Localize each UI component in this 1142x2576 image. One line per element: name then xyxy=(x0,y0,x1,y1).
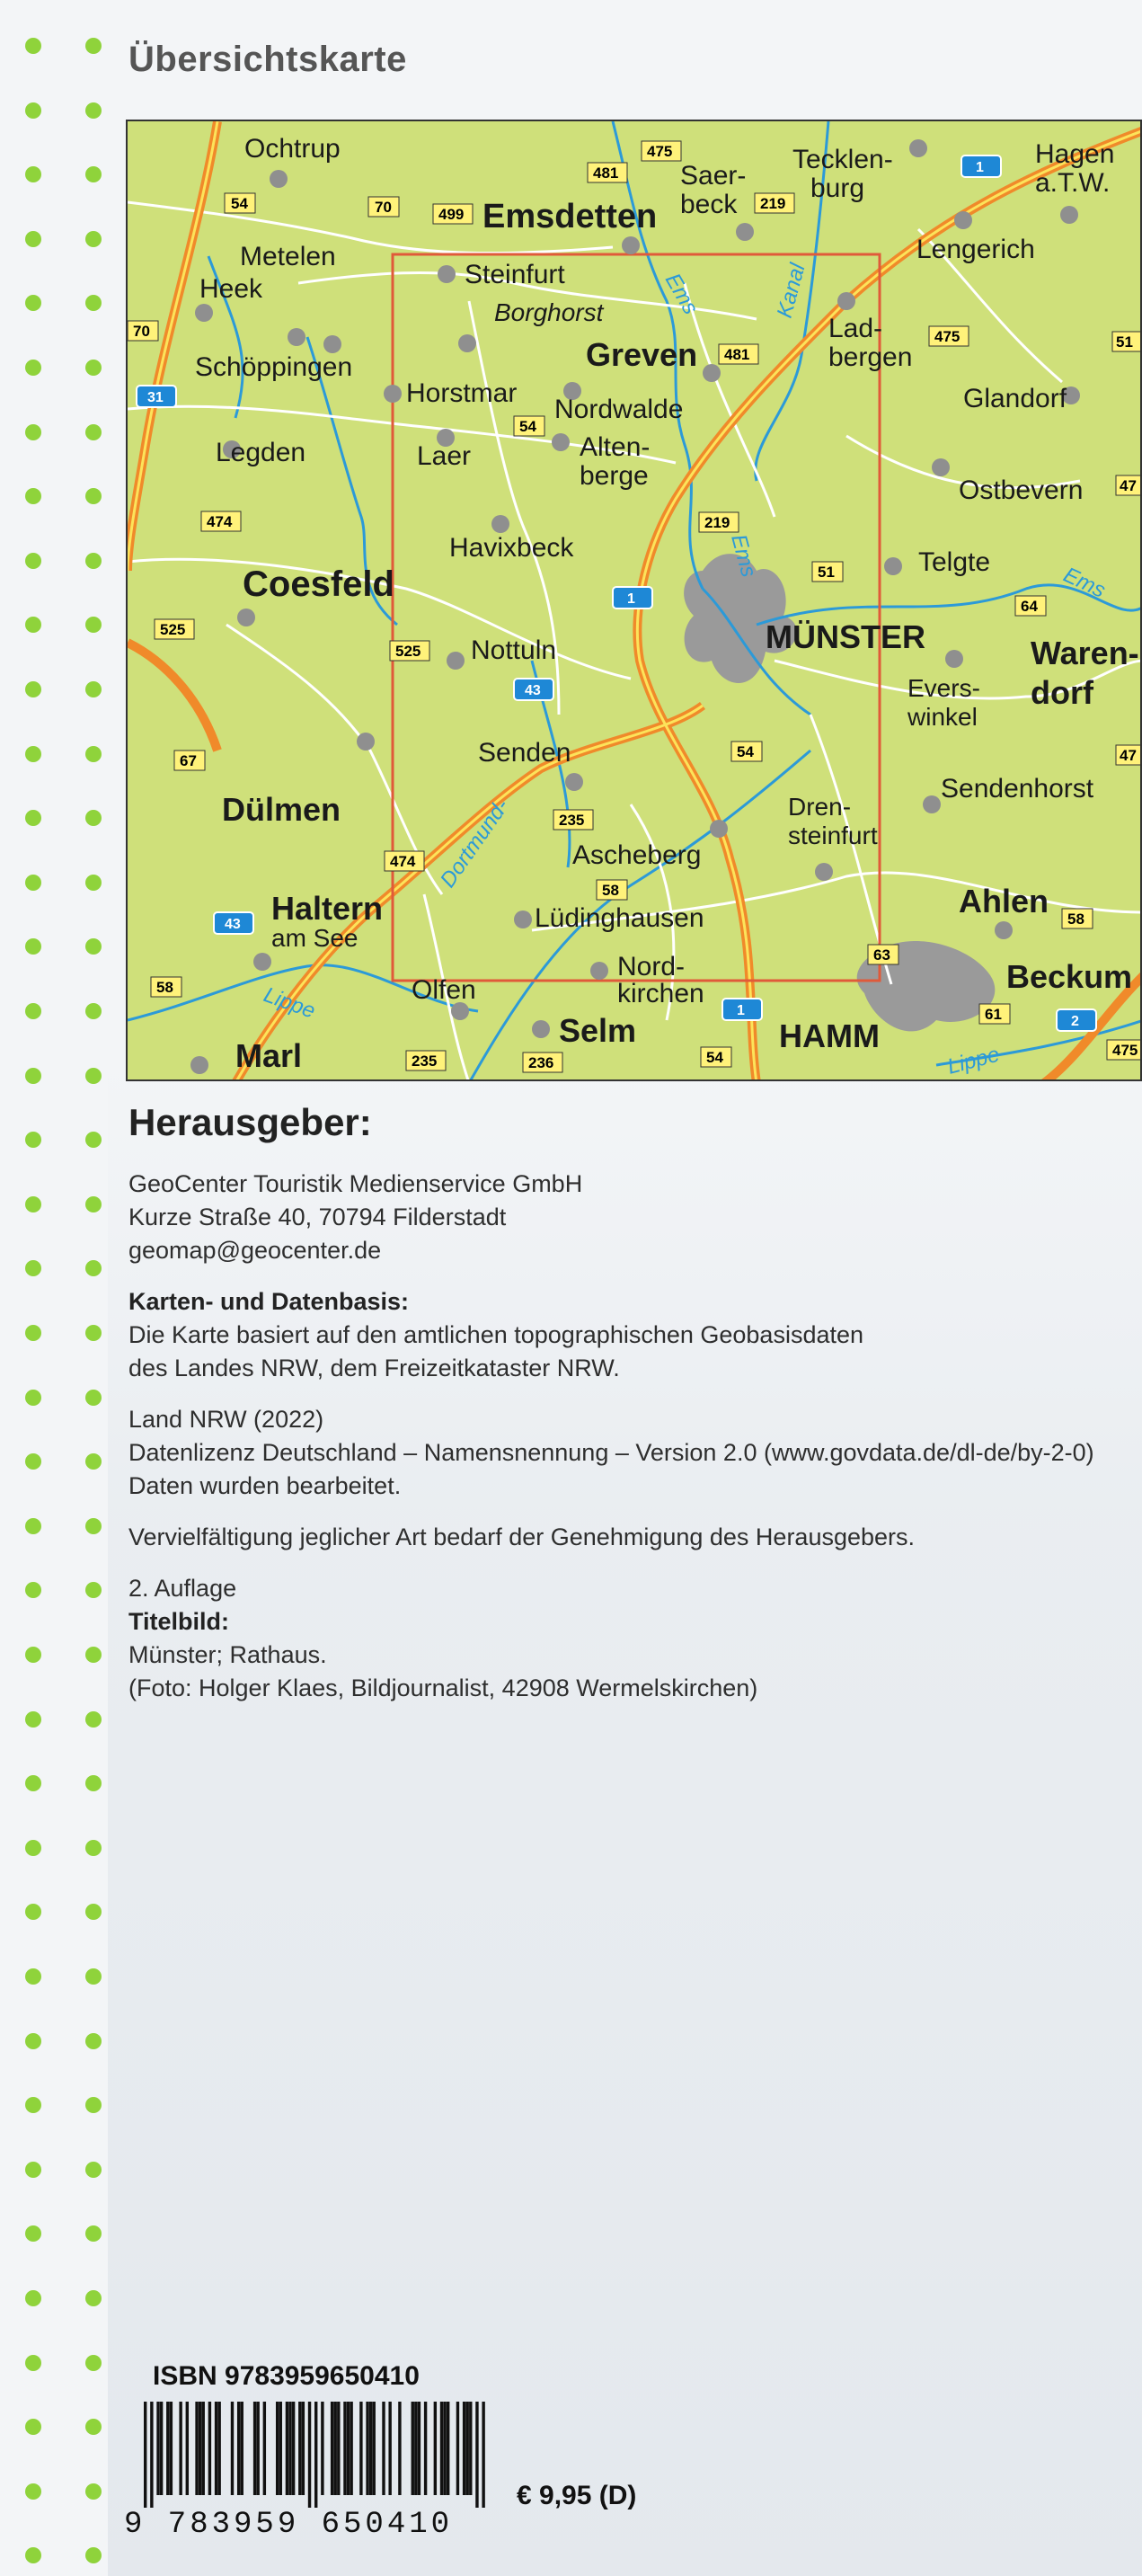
label-lengerich: Lengerich xyxy=(916,235,1035,264)
label-luedinghausen: Lüdinghausen xyxy=(535,903,704,933)
barcode-bar xyxy=(241,2402,243,2495)
perforation-dot xyxy=(85,2547,102,2563)
barcode-bar xyxy=(263,2402,266,2495)
barcode-bar xyxy=(150,2402,153,2508)
label-ems-3: Ems xyxy=(1059,562,1110,603)
barcode-bar xyxy=(347,2402,350,2495)
perforation-dot xyxy=(25,488,41,504)
license-line-2: Datenlizenz Deutschland – Namensnennung – Version 2.0 (www.govdata.de/dl-de/by-2-0) xyxy=(128,1439,1094,1466)
perforation-dot xyxy=(85,938,102,955)
perforation-dot xyxy=(85,1711,102,1728)
perforation-dot xyxy=(85,553,102,569)
barcode-bar xyxy=(359,2402,362,2495)
barcode-bar xyxy=(286,2402,288,2495)
label-sendenhorst: Sendenhorst xyxy=(941,774,1094,804)
perforation-dot xyxy=(85,1840,102,1856)
publisher-email[interactable]: geomap@geocenter.de xyxy=(128,1237,382,1264)
label-coesfeld: Coesfeld xyxy=(243,564,394,604)
barcode-bar xyxy=(424,2402,427,2495)
barcode-bar xyxy=(369,2402,372,2495)
perforation-dot xyxy=(85,1325,102,1341)
perforation-dot xyxy=(85,1775,102,1791)
perforation-dot xyxy=(25,2355,41,2371)
road-70: 70 xyxy=(375,199,392,216)
label-hamm: HAMM xyxy=(779,1017,880,1054)
road-236: 236 xyxy=(528,1054,554,1071)
perforation-dot xyxy=(85,2033,102,2049)
perforation-dot xyxy=(85,2162,102,2178)
road-47: 47 xyxy=(1120,477,1137,494)
road-58b: 58 xyxy=(1067,910,1084,928)
road-475c: 475 xyxy=(1112,1042,1138,1059)
barcode-bar xyxy=(208,2402,211,2495)
label-horstmar: Horstmar xyxy=(406,378,518,408)
label-heek: Heek xyxy=(199,274,263,304)
label-warendorf-1: Waren- xyxy=(1031,635,1139,671)
barcode-bar xyxy=(321,2402,323,2495)
perforation-dot xyxy=(85,231,102,247)
label-lippe: Lippe xyxy=(260,982,319,1024)
barcode-bar xyxy=(440,2402,443,2495)
perforation-dot xyxy=(85,1582,102,1598)
perforation-dot xyxy=(25,1582,41,1598)
perforation-dot xyxy=(85,746,102,762)
label-emsdetten: Emsdetten xyxy=(482,198,658,235)
label-tecklenburg-1: Tecklen- xyxy=(792,145,893,174)
basis-line-2: des Landes NRW, dem Freizeitkataster NRW. xyxy=(128,1355,620,1381)
road-61: 61 xyxy=(985,1006,1002,1023)
a2: 2 xyxy=(1071,1014,1079,1029)
perforation-dot xyxy=(25,1840,41,1856)
barcode-bar xyxy=(256,2402,259,2495)
cover-heading: Titelbild: xyxy=(128,1608,229,1635)
label-nordwalde: Nordwalde xyxy=(554,395,684,424)
perforation-dot xyxy=(85,1647,102,1663)
license-line-3: Daten wurden bearbeitet. xyxy=(128,1472,402,1499)
barcode-bar xyxy=(343,2402,346,2495)
label-lippe-2: Lippe xyxy=(944,1042,1003,1079)
label-duelmen: Dülmen xyxy=(222,791,341,828)
perforation-dot xyxy=(85,424,102,440)
perforation-dot xyxy=(25,2419,41,2435)
perforation-dot xyxy=(85,1453,102,1470)
perforation-dot xyxy=(25,2033,41,2049)
barcode-bar xyxy=(199,2402,201,2495)
barcode-bar xyxy=(434,2402,437,2495)
perforation-dot xyxy=(25,1968,41,1985)
barcode-bar xyxy=(237,2402,240,2495)
road-54: 54 xyxy=(231,195,248,212)
label-olfen: Olfen xyxy=(412,975,476,1005)
perforation-dot xyxy=(85,875,102,891)
label-everswinkel-1: Evers- xyxy=(907,674,980,702)
road-64: 64 xyxy=(1021,598,1038,615)
perforation-dot xyxy=(85,681,102,697)
perforation-dot xyxy=(85,2225,102,2242)
road-499: 499 xyxy=(438,206,465,223)
barcode-bar xyxy=(414,2402,417,2495)
price: € 9,95 (D) xyxy=(517,2481,637,2510)
label-borghorst: Borghorst xyxy=(494,298,604,326)
barcode-bar xyxy=(482,2402,484,2508)
perforation-dot xyxy=(85,2290,102,2306)
label-legden: Legden xyxy=(216,438,306,467)
label-warendorf-2: dorf xyxy=(1031,674,1093,711)
barcode-bar xyxy=(298,2402,301,2495)
a1-north: 1 xyxy=(976,160,984,175)
copy-notice: Vervielfältigung jeglicher Art bedarf der Genehmigung des Herausgebers. xyxy=(128,1523,916,1550)
perforation-dots xyxy=(0,0,117,2576)
isbn-label: ISBN 9783959650410 xyxy=(153,2361,420,2391)
barcode-bar xyxy=(465,2402,468,2495)
road-54d: 54 xyxy=(706,1049,723,1066)
cover-line-2: (Foto: Holger Klaes, Bildjournalist, 42908 Wermelskirchen) xyxy=(128,1674,758,1701)
a43-mid: 43 xyxy=(525,683,541,698)
perforation-dot xyxy=(85,1518,102,1534)
barcode-bar xyxy=(279,2402,282,2495)
road-54c: 54 xyxy=(737,743,754,760)
perforation-dot xyxy=(85,2097,102,2113)
publisher-company: GeoCenter Touristik Medienservice GmbH xyxy=(128,1170,583,1197)
imprint xyxy=(128,1101,1099,1705)
barcode-bar xyxy=(166,2402,169,2495)
road-67: 67 xyxy=(180,752,197,769)
label-havixbeck: Havixbeck xyxy=(449,533,574,563)
label-metelen: Metelen xyxy=(240,242,336,271)
perforation-dot xyxy=(85,1068,102,1084)
page-title: Übersichtskarte xyxy=(128,40,407,79)
barcode-bar xyxy=(475,2402,478,2508)
barcode-bar xyxy=(456,2402,459,2495)
label-ladbergen-1: Lad- xyxy=(828,314,883,343)
barcode-bar xyxy=(314,2402,317,2508)
barcode-bar xyxy=(288,2402,291,2495)
perforation-dot xyxy=(25,1390,41,1406)
barcode-bar xyxy=(160,2402,163,2495)
barcode-bar xyxy=(334,2402,337,2495)
perforation-dot xyxy=(25,1260,41,1276)
perforation-dot xyxy=(85,1003,102,1019)
perforation-dot xyxy=(25,1518,41,1534)
label-telgte: Telgte xyxy=(918,547,991,577)
a31: 31 xyxy=(147,390,164,405)
label-altenberge-2: berge xyxy=(580,461,649,491)
road-525b: 525 xyxy=(395,643,421,660)
label-muenster: MÜNSTER xyxy=(766,618,925,655)
label-selm: Selm xyxy=(559,1012,637,1049)
perforation-dot xyxy=(25,1453,41,1470)
barcode-bar xyxy=(308,2402,311,2508)
label-ochtrup: Ochtrup xyxy=(244,134,341,164)
license-line-1: Land NRW (2022) xyxy=(128,1406,324,1433)
perforation-dot xyxy=(85,1260,102,1276)
road-481: 481 xyxy=(593,164,619,182)
label-ems-2: Ems xyxy=(726,531,761,580)
perforation-dot xyxy=(85,38,102,54)
perforation-dot xyxy=(85,1390,102,1406)
perforation-dot xyxy=(25,1196,41,1212)
barcode-bar xyxy=(350,2402,352,2495)
perforation-dot xyxy=(25,553,41,569)
perforation-dot xyxy=(85,1904,102,1920)
label-ems: Ems xyxy=(660,269,704,319)
road-481b: 481 xyxy=(724,346,750,363)
barcode-bar xyxy=(186,2402,189,2495)
barcode-bar xyxy=(276,2402,279,2495)
barcode xyxy=(144,2402,485,2508)
barcode-bar xyxy=(382,2402,385,2495)
a43-south: 43 xyxy=(225,917,241,932)
road-474: 474 xyxy=(207,513,233,530)
publisher-address: Kurze Straße 40, 70794 Filderstadt xyxy=(128,1204,507,1230)
barcode-bar xyxy=(398,2402,401,2495)
barcode-bar xyxy=(366,2402,368,2495)
label-hagen-1: Hagen xyxy=(1035,139,1115,169)
road-474b: 474 xyxy=(390,853,416,870)
perforation-dot xyxy=(25,1711,41,1728)
road-70b: 70 xyxy=(133,323,150,340)
barcode-bar xyxy=(331,2402,333,2495)
label-everswinkel-2: winkel xyxy=(907,703,978,731)
perforation-dot xyxy=(25,875,41,891)
road-58: 58 xyxy=(602,882,619,899)
road-58c: 58 xyxy=(156,979,173,996)
perforation-dot xyxy=(85,1968,102,1985)
barcode-bar xyxy=(373,2402,376,2495)
road-525: 525 xyxy=(160,621,186,638)
label-saerbeck-2: beck xyxy=(680,190,738,219)
road-475: 475 xyxy=(647,143,673,160)
label-ostbevern: Ostbevern xyxy=(959,475,1084,505)
road-47b: 47 xyxy=(1120,747,1137,764)
perforation-dot xyxy=(25,2225,41,2242)
publisher-heading: Herausgeber: xyxy=(128,1101,372,1143)
a1-mid: 1 xyxy=(627,591,635,607)
label-saerbeck-1: Saer- xyxy=(680,161,747,191)
perforation-dot xyxy=(25,1904,41,1920)
perforation-dot xyxy=(25,681,41,697)
perforation-dot xyxy=(25,424,41,440)
barcode-bar xyxy=(253,2402,256,2495)
road-51b: 51 xyxy=(1116,333,1133,351)
perforation-dot xyxy=(85,810,102,826)
perforation-dot xyxy=(25,166,41,182)
label-drensteinfurt-2: steinfurt xyxy=(788,822,878,849)
barcode-bar xyxy=(144,2402,146,2508)
label-beckum: Beckum xyxy=(1006,958,1133,995)
barcode-bar xyxy=(217,2402,220,2495)
perforation-dot xyxy=(25,2483,41,2500)
perforation-dot xyxy=(25,2097,41,2113)
barcode-bar xyxy=(231,2402,234,2495)
perforation-dot xyxy=(25,102,41,119)
barcode-bar xyxy=(156,2402,159,2495)
label-haltern: Haltern xyxy=(271,890,384,927)
road-235: 235 xyxy=(559,812,585,829)
road-51: 51 xyxy=(818,564,835,581)
barcode-bar xyxy=(463,2402,465,2495)
perforation-dot xyxy=(25,617,41,633)
perforation-dot xyxy=(85,488,102,504)
barcode-bar xyxy=(388,2402,391,2495)
label-nottuln: Nottuln xyxy=(471,635,557,665)
label-laer: Laer xyxy=(417,441,472,471)
perforation-dot xyxy=(25,938,41,955)
label-dortmund: Dortmund- xyxy=(435,795,514,893)
basis-heading: Karten- und Datenbasis: xyxy=(128,1288,410,1315)
a1-south: 1 xyxy=(737,1003,745,1018)
overview-map xyxy=(126,120,1142,1081)
cover-line-1: Münster; Rathaus. xyxy=(128,1641,327,1668)
barcode-bar xyxy=(412,2402,414,2495)
barcode-bar xyxy=(469,2402,472,2495)
perforation-dot xyxy=(25,746,41,762)
perforation-dot xyxy=(25,2162,41,2178)
perforation-dot xyxy=(25,38,41,54)
basis-line-1: Die Karte basiert auf den amtlichen topographischen Geobasisdaten xyxy=(128,1321,864,1348)
perforation-dot xyxy=(25,1132,41,1148)
barcode-bar xyxy=(447,2402,449,2495)
barcode-bar xyxy=(302,2402,305,2495)
perforation-dot xyxy=(25,1647,41,1663)
perforation-dot xyxy=(25,1325,41,1341)
perforation-dot xyxy=(85,360,102,376)
label-steinfurt: Steinfurt xyxy=(465,260,565,289)
label-tecklenburg-2: burg xyxy=(810,173,865,203)
perforation-dot xyxy=(85,295,102,311)
road-475b: 475 xyxy=(934,328,961,345)
label-marl: Marl xyxy=(235,1037,303,1074)
perforation-dot xyxy=(25,231,41,247)
perforation-dot xyxy=(85,617,102,633)
edition: 2. Auflage xyxy=(128,1575,237,1602)
perforation-dot xyxy=(25,295,41,311)
perforation-dot xyxy=(25,360,41,376)
perforation-dot xyxy=(25,1068,41,1084)
perforation-dot xyxy=(25,2290,41,2306)
label-ahlen: Ahlen xyxy=(959,883,1049,919)
barcode-bar xyxy=(443,2402,446,2495)
perforation-dot xyxy=(85,2483,102,2500)
label-kanal: Kanal xyxy=(772,261,810,321)
label-drensteinfurt-1: Dren- xyxy=(788,793,852,821)
perforation-dot xyxy=(25,1775,41,1791)
perforation-dot xyxy=(85,1132,102,1148)
label-ladbergen-2: bergen xyxy=(828,342,913,372)
barcode-bar xyxy=(202,2402,205,2495)
barcode-bar xyxy=(292,2402,295,2495)
label-schoeppingen: Schöppingen xyxy=(195,352,353,382)
label-glandorf: Glandorf xyxy=(963,384,1067,413)
label-nordkirchen-2: kirchen xyxy=(617,979,704,1008)
barcode-bar xyxy=(179,2402,181,2495)
perforation-dot xyxy=(85,1196,102,1212)
label-haltern-sub: am See xyxy=(271,924,359,952)
road-219: 219 xyxy=(760,195,786,212)
label-altenberge-1: Alten- xyxy=(580,432,651,462)
barcode-bar xyxy=(195,2402,198,2495)
perforation-dot xyxy=(25,810,41,826)
perforation-dot xyxy=(25,1003,41,1019)
label-hagen-2: a.T.W. xyxy=(1035,168,1111,198)
road-54b: 54 xyxy=(519,418,536,435)
label-senden: Senden xyxy=(478,738,571,768)
perforation-dot xyxy=(85,102,102,119)
road-219b: 219 xyxy=(704,514,730,531)
barcode-bar xyxy=(170,2402,173,2495)
barcode-bar xyxy=(418,2402,421,2495)
barcode-bar xyxy=(215,2402,217,2495)
barcode-digits: 9 783959 650410 xyxy=(124,2508,454,2542)
perforation-dot xyxy=(85,166,102,182)
perforation-dot xyxy=(85,2419,102,2435)
road-63: 63 xyxy=(873,946,890,964)
map-svg xyxy=(128,121,1142,1081)
label-nordkirchen-1: Nord- xyxy=(617,952,686,982)
perforation-dot xyxy=(25,2547,41,2563)
label-ascheberg: Ascheberg xyxy=(572,840,702,870)
road-235b: 235 xyxy=(412,1053,438,1070)
barcode-bar xyxy=(337,2402,340,2495)
label-greven: Greven xyxy=(586,336,698,373)
perforation-dot xyxy=(85,2355,102,2371)
